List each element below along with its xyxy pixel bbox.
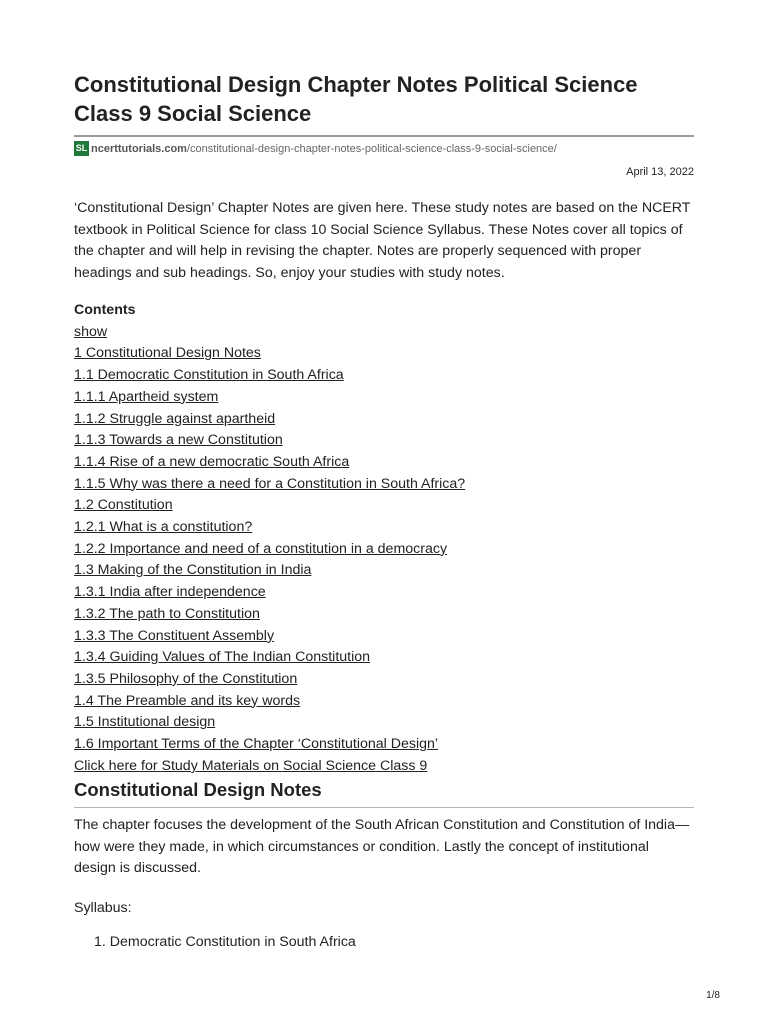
toc-link[interactable]: 1.2 Constitution <box>74 497 173 514</box>
toc-header <box>74 300 694 343</box>
table-of-contents <box>74 300 694 777</box>
toc-link[interactable]: 1.3 Making of the Constitution in India <box>74 562 312 579</box>
toc-link[interactable]: 1.6 Important Terms of the Chapter ‘Constitutional Design’ <box>74 736 439 753</box>
page-title: Constitutional Design Chapter Notes Political Science Class 9 Social Science <box>74 72 638 126</box>
toc-link[interactable]: 1.1 Democratic Constitution in South Africa <box>74 367 344 384</box>
toc-link[interactable]: Click here for Study Materials on Social Science Class 9 <box>74 757 428 774</box>
toc-link[interactable]: 1.4 The Preamble and its key words <box>74 692 301 709</box>
section-paragraph: The chapter focuses the development of the South African Constitution and Constitution of India—how were they made, in which circumstances or condition. Lastly the concept of institutional design is discussed. <box>74 817 690 877</box>
section-divider <box>74 807 694 808</box>
syllabus-list <box>94 932 356 954</box>
toc-link[interactable]: 1.5 Institutional design <box>74 714 216 731</box>
intro-paragraph: ‘Constitutional Design’ Chapter Notes are given here. These study notes are based on the NCERT textbook in Political Science for class 10 Social Science Syllabus. These Notes cover all topics of the chapter and will help in revising the chapter. Notes are properly sequenced with proper headings and sub headings. So, enjoy your studies with study notes. <box>74 200 691 282</box>
toc-link[interactable]: 1.2.1 What is a constitution? <box>74 519 253 536</box>
toc-link[interactable]: 1.3.3 The Constituent Assembly <box>74 627 275 644</box>
toc-show-link[interactable]: show <box>74 323 108 340</box>
toc-link[interactable]: 1.3.5 Philosophy of the Constitution <box>74 670 298 687</box>
page-number: 1/8 <box>706 990 720 1001</box>
source-url[interactable] <box>74 141 694 157</box>
toc-link[interactable]: 1.2.2 Importance and need of a constitution in a democracy <box>74 540 448 557</box>
toc-link[interactable]: 1.3.1 India after independence <box>74 584 266 601</box>
publish-date: April 13, 2022 <box>626 166 694 178</box>
toc-link[interactable]: 1.1.2 Struggle against apartheid <box>74 410 276 427</box>
toc-list <box>74 343 694 777</box>
toc-link[interactable]: 1.1.1 Apartheid system <box>74 388 219 405</box>
toc-link[interactable]: 1.1.5 Why was there a need for a Constitution in South Africa? <box>74 475 466 492</box>
toc-link[interactable]: 1.3.4 Guiding Values of The Indian Constitution <box>74 649 371 666</box>
toc-link[interactable]: 1.1.4 Rise of a new democratic South Africa <box>74 453 350 470</box>
source-path[interactable]: /constitutional-design-chapter-notes-political-science-class-9-social-science/ <box>186 143 557 155</box>
toc-label: Contents <box>74 302 136 318</box>
toc-link[interactable]: 1.1.3 Towards a new Constitution <box>74 432 283 449</box>
syllabus-item: 1. Democratic Constitution in South Africa <box>94 934 356 950</box>
site-favicon-icon: SL <box>74 141 89 156</box>
source-domain[interactable]: ncerttutorials.com <box>91 143 187 155</box>
section-heading: Constitutional Design Notes <box>74 779 322 800</box>
toc-link[interactable]: 1.3.2 The path to Constitution <box>74 605 260 622</box>
toc-link[interactable]: 1 Constitutional Design Notes <box>74 345 261 362</box>
syllabus-label: Syllabus: <box>74 900 132 916</box>
title-divider <box>74 135 694 137</box>
